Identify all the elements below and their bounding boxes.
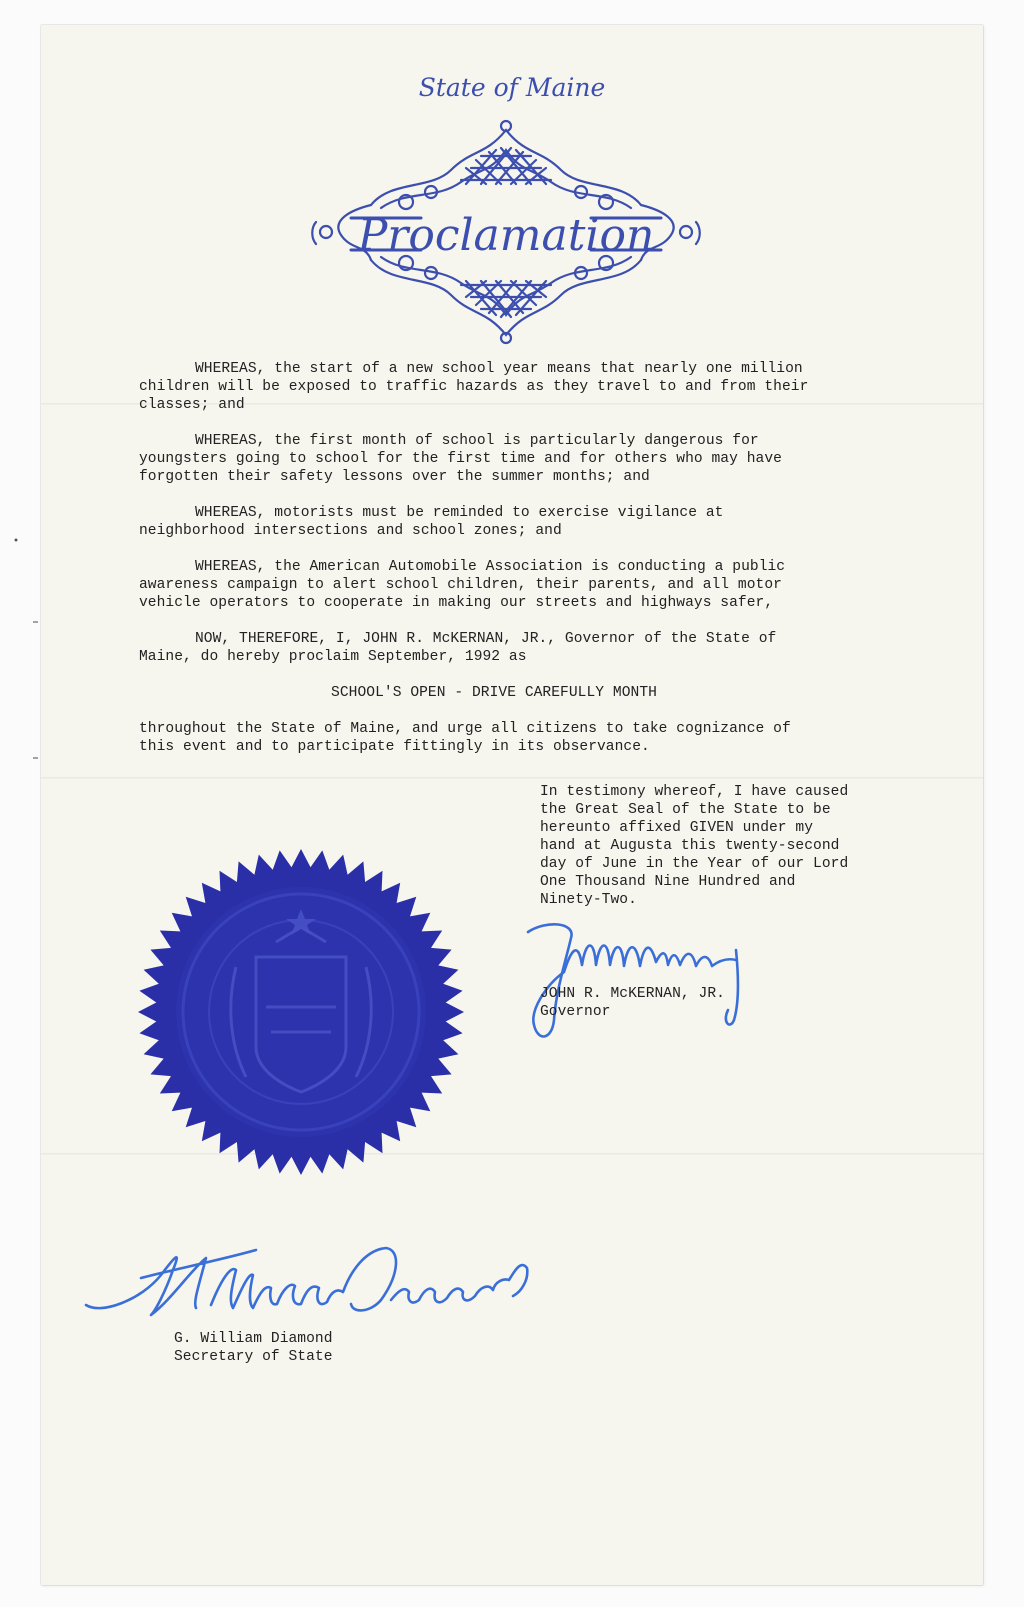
proclaimed-month-title: SCHOOL'S OPEN - DRIVE CAREFULLY MONTH [331,685,657,701]
governor-name: JOHN R. McKERNAN, JR. [540,986,725,1002]
whereas-paragraph-2: WHEREAS, the first month of school is particularly dangerous for youngsters going to school for the first time and for others who may have forgotten their safety lessons over the summer months; and [139,433,782,485]
closing-paragraph: throughout the State of Maine, and urge all citizens to take cognizance of this event and to participate fittingly in its observance. [139,721,791,755]
whereas-paragraph-3: WHEREAS, motorists must be reminded to exercise vigilance at neighborhood intersections and school zones; and [139,505,724,539]
governor-title: Governor [540,1004,611,1020]
proclamation-title: Proclamation [357,210,655,261]
therefore-paragraph: NOW, THEREFORE, I, JOHN R. McKERNAN, JR., Governor of the State of Maine, do hereby proclaim September, 1992 as [139,631,777,665]
whereas-paragraph-1: WHEREAS, the start of a new school year means that nearly one million children will be exposed to traffic hazards as they travel to and from their classes; and [139,361,809,413]
testimony-block: In testimony whereof, I have caused the Great Seal of the State to be hereunto affixed GIVEN under my hand at Augusta this twenty-second day of June in the Year of our Lord One Thousand Nine Hundred and Ninety-Two. [540,784,849,908]
secretary-name: G. William Diamond [174,1331,333,1347]
state-heading: State of Maine [418,73,606,102]
whereas-paragraph-4: WHEREAS, the American Automobile Association is conducting a public awareness campaign to alert school children, their parents, and all motor vehicle operators to cooperate in making our streets and highways safer, [139,559,786,611]
secretary-title: Secretary of State [174,1349,333,1365]
